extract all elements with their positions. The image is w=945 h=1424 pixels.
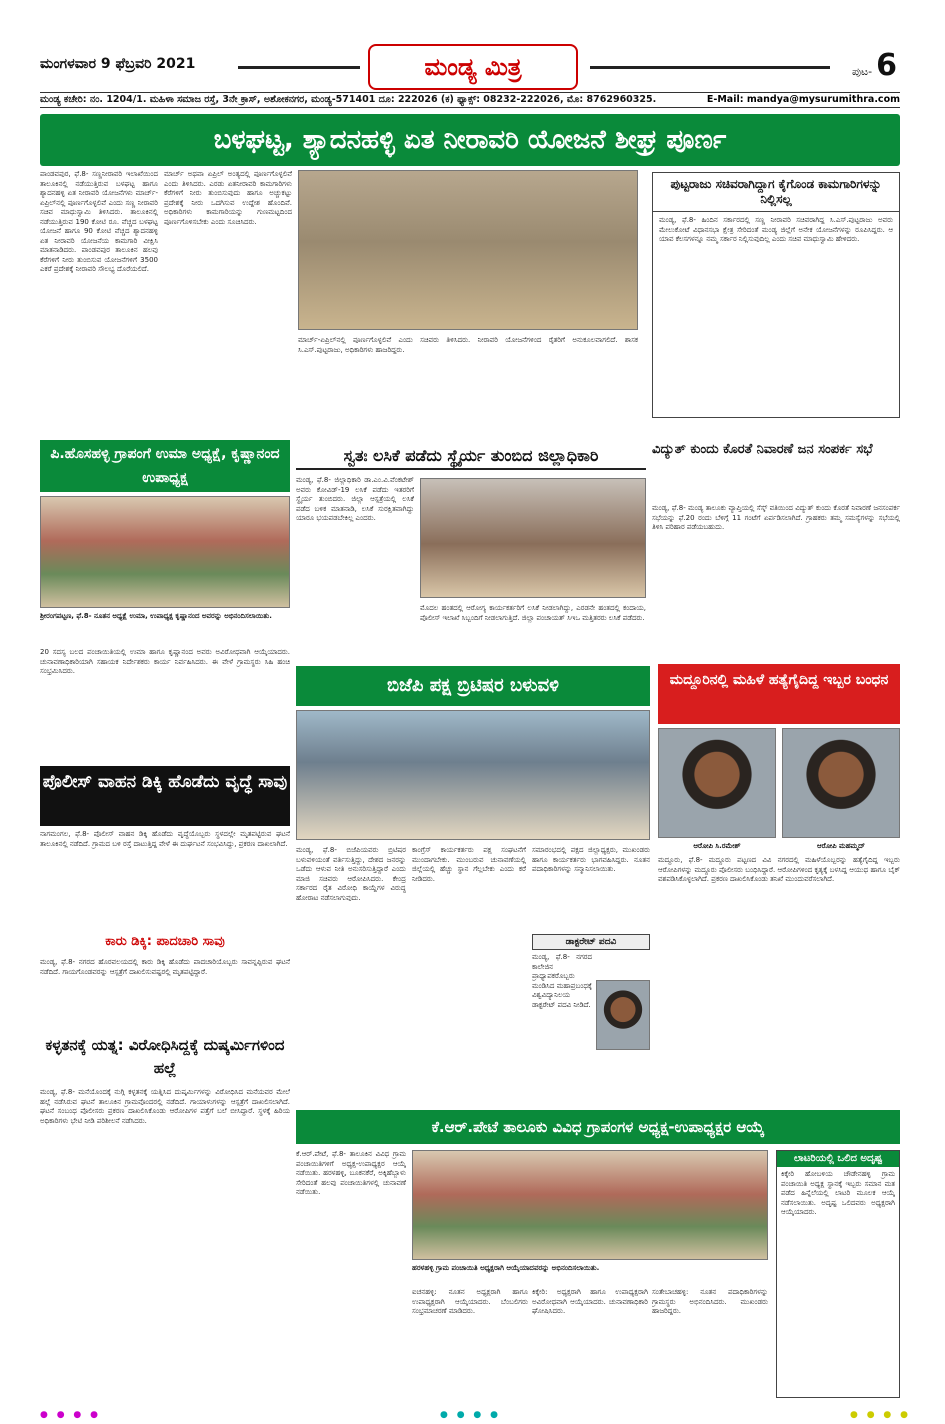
page-label: ಪುಟ- — [852, 65, 873, 78]
lottery-body: ಕಿಕ್ಕೇರಿ ಹೋಬಳಿಯ ಚೌಡೇನಹಳ್ಳಿ ಗ್ರಾಮ ಪಂಚಾಯಿತಿ ಅಧ್ಯಕ್ಷ ಸ್ಥಾನಕ್ಕೆ ಇಬ್ಬರು ಸಮಾನ ಮತ ಪಡೆದ ಹಿನ್ನೆಲೆಯಲ್ಲಿ ಲಾಟರಿ ಮೂಲಕ ಆಯ್ಕೆ ನಡೆಸಲಾಯಿತು. ಅದೃಷ್ಟ ಒಲಿದವರು ಅಧ್ಯಕ್ಷರಾಗಿ ಆಯ್ಕೆಯಾದರು. — [781, 1170, 895, 1216]
masthead-rule-left — [238, 66, 360, 69]
car-body: ಮಂಡ್ಯ, ಫೆ.8- ನಗರದ ಹೊರವಲಯದಲ್ಲಿ ಕಾರು ಡಿಕ್ಕಿ ಹೊಡೆದು ಪಾದಚಾರಿಯೊಬ್ಬರು ಸಾವನ್ನಪ್ಪಿರುವ ಘಟನೆ ನಡೆದಿದೆ. ಗಾಯಗೊಂಡವರನ್ನು ಆಸ್ಪತ್ರೆಗೆ ದಾಖಲಿಸುವಷ್ಟರಲ್ಲಿ ಮೃತಪಟ್ಟಿದ್ದಾರೆ. — [40, 958, 290, 976]
krpet-caption: ಹರಳಹಳ್ಳಿ ಗ್ರಾಮ ಪಂಚಾಯಿತಿ ಅಧ್ಯಕ್ಷರಾಗಿ ಆಯ್ಕೆಯಾದವರನ್ನು ಅಭಿನಂದಿಸಲಾಯಿತು. — [412, 1264, 600, 1272]
theft-body: ಮಂಡ್ಯ, ಫೆ.8- ಮನೆಯೊಂದಕ್ಕೆ ನುಗ್ಗಿ ಕಳ್ಳತನಕ್ಕೆ ಯತ್ನಿಸಿದ ದುಷ್ಕರ್ಮಿಗಳನ್ನು ವಿರೋಧಿಸಿದ ಮನೆಯವರ ಮೇಲೆ ಹಲ್ಲೆ ನಡೆಸಿರುವ ಘಟನೆ ತಾಲೂಕಿನ ಗ್ರಾಮವೊಂದರಲ್ಲಿ ನಡೆದಿದೆ. ಗಾಯಾಳುಗಳನ್ನು ಆಸ್ಪತ್ರೆಗೆ ದಾಖಲಿಸಲಾಗಿದೆ. ಘಟನೆ ಸಂಬಂಧ ಪೊಲೀಸರು ಪ್ರಕರಣ ದಾಖಲಿಸಿಕೊಂಡು ಆರೋಪಿಗಳ ಪತ್ತೆಗೆ ಬಲೆ ಬೀಸಿದ್ದಾರೆ. ಸ್ಥಳಕ್ಕೆ ಹಿರಿಯ ಅಧಿಕಾರಿಗಳು ಭೇಟಿ ನೀಡಿ ಪರಿಶೀಲನೆ ನಡೆಸಿದರು. — [40, 1088, 290, 1125]
vaccine-body-left: ಮಂಡ್ಯ, ಫೆ.8- ಜಿಲ್ಲಾಧಿಕಾರಿ ಡಾ.ಎಂ.ವಿ.ವೆಂಕಟೇಶ್ ಅವರು ಕೋವಿಡ್-19 ಲಸಿಕೆ ಪಡೆದು ಇತರರಿಗೆ ಸ್ಥೈರ್ಯ ತುಂಬಿದರು. ಜಿಲ್ಲಾ ಆಸ್ಪತ್ರೆಯಲ್ಲಿ ಲಸಿಕೆ ಪಡೆದ ಬಳಿಕ ಮಾತನಾಡಿ, ಲಸಿಕೆ ಸುರಕ್ಷಿತವಾಗಿದ್ದು ಯಾರೂ ಭಯಪಡಬೇಕಿಲ್ಲ ಎಂದರು. — [296, 476, 414, 522]
bjp-body-a: ಮಂಡ್ಯ, ಫೆ.8- ಬಿಜೆಪಿಯವರು ಬ್ರಿಟಿಷರ ಬಳುವಳಿಯಂತೆ ವರ್ತಿಸುತ್ತಿದ್ದು, ದೇಶದ ಜನರನ್ನು ಒಡೆದು ಆಳುವ ನೀತಿ ಅನುಸರಿಸುತ್ತಿದ್ದಾರೆ ಎಂದು ಮಾಜಿ ಸಚಿವರು ಆರೋಪಿಸಿದರು. ಕೇಂದ್ರ ಸರ್ಕಾರದ ರೈತ ವಿರೋಧಿ ಕಾಯ್ದೆಗಳ ವಿರುದ್ಧ ಹೋರಾಟ ನಡೆಸಲಾಗುವುದು. — [296, 846, 406, 902]
page-number-value: 6 — [876, 48, 897, 83]
doctorate-body: ಮಂಡ್ಯ, ಫೆ.8- ನಗರದ ಕಾಲೇಜಿನ ಪ್ರಾಧ್ಯಾಪಕರೊಬ್ಬರು ಮಂಡಿಸಿದ ಮಹಾಪ್ರಬಂಧಕ್ಕೆ ವಿಶ್ವವಿದ್ಯಾನಿಲಯ ಡಾಕ್ಟರೇಟ್ ಪದವಿ ನೀಡಿದೆ. — [532, 953, 592, 1009]
office-address-bar — [40, 92, 900, 108]
doctorate-label: ಡಾಕ್ಟರೇಟ್ ಪದವಿ — [532, 934, 650, 950]
lottery-box — [776, 1150, 900, 1398]
office-email: E-Mail: mandya@mysurumithra.com — [706, 94, 900, 105]
lottery-headline: ಲಾಟರಿಯಲ್ಲಿ ಒಲಿದ ಅದೃಷ್ಟ — [777, 1151, 899, 1167]
print-registration-dots-right: ● ● ● ● — [850, 1410, 911, 1420]
newspaper-logo: ಮಂಡ್ಯ ಮಿತ್ರ — [368, 44, 578, 90]
gram-body: 20 ಸದಸ್ಯ ಬಲದ ಪಂಚಾಯಿತಿಯಲ್ಲಿ ಉಮಾ ಹಾಗೂ ಕೃಷ್ಣಾನಂದ ಅವರು ಅವಿರೋಧವಾಗಿ ಆಯ್ಕೆಯಾದರು. ಚುನಾವಣಾಧಿಕಾರಿಯಾಗಿ ಸಹಾಯಕ ನಿರ್ದೇಶಕರು ಕಾರ್ಯ ನಿರ್ವಹಿಸಿದರು. ಈ ವೇಳೆ ಗ್ರಾಮಸ್ಥರು ಸಿಹಿ ಹಂಚಿ ಸಂಭ್ರಮಿಸಿದರು. — [40, 648, 290, 675]
bjp-headline: ಬಿಜೆಪಿ ಪಕ್ಷ ಬ್ರಿಟಿಷರ ಬಳುವಳಿ — [296, 666, 650, 706]
puttaraju-body: ಮಂಡ್ಯ, ಫೆ.8- ಹಿಂದಿನ ಸರ್ಕಾರದಲ್ಲಿ ಸಣ್ಣ ನೀರಾವರಿ ಸಚಿವರಾಗಿದ್ದ ಸಿ.ಎಸ್.ಪುಟ್ಟರಾಜು ಅವರು ಮೇಲುಕೋಟೆ ವಿಧಾನಸಭಾ ಕ್ಷೇತ್ರ ಸೇರಿದಂತೆ ಮಂಡ್ಯ ಜಿಲ್ಲೆಗೆ ಅನೇಕ ಯೋಜನೆಗಳನ್ನು ರೂಪಿಸಿದ್ದರು. ಆ ಯಾವ ಕೆಲಸಗಳನ್ನೂ ನಮ್ಮ ಸರ್ಕಾರ ನಿಲ್ಲಿಸುವುದಿಲ್ಲ ಎಂದು ಸಚಿವ ಮಾಧುಸ್ವಾಮಿ ಹೇಳಿದರು. — [659, 216, 893, 243]
accused-caption-right: ಆರೋಪಿ ಮಹಮ್ಮದ್ — [817, 842, 865, 850]
doctorate-box — [532, 934, 650, 1104]
accused-photo-left — [658, 728, 776, 838]
electric-headline: ವಿದ್ಯುತ್ ಕುಂದು ಕೊರತೆ ನಿವಾರಣೆ ಜನ ಸಂಪರ್ಕ ಸಭೆ — [652, 442, 873, 457]
police-body: ನಾಗಮಂಗಲ, ಫೆ.8- ಪೊಲೀಸ್ ವಾಹನ ಡಿಕ್ಕಿ ಹೊಡೆದು ವೃದ್ಧೆಯೊಬ್ಬರು ಸ್ಥಳದಲ್ಲೇ ಮೃತಪಟ್ಟಿರುವ ಘಟನೆ ತಾಲೂಕಿನಲ್ಲಿ ನಡೆದಿದೆ. ಗ್ರಾಮದ ಬಳಿ ರಸ್ತೆ ದಾಟುತ್ತಿದ್ದ ವೇಳೆ ಈ ದುರ್ಘಟನೆ ಸಂಭವಿಸಿದ್ದು, ಪ್ರಕರಣ ದಾಖಲಾಗಿದೆ. — [40, 830, 290, 848]
vaccine-body-right: ಮೊದಲ ಹಂತದಲ್ಲಿ ಆರೋಗ್ಯ ಕಾರ್ಯಕರ್ತರಿಗೆ ಲಸಿಕೆ ನೀಡಲಾಗಿದ್ದು, ಎರಡನೇ ಹಂತದಲ್ಲಿ ಕಂದಾಯ, ಪೊಲೀಸ್ ಇಲಾಖೆ ಸಿಬ್ಬಂದಿಗೆ ನೀಡಲಾಗುತ್ತಿದೆ. ಜಿಲ್ಲಾ ಪಂಚಾಯತ್ ಸಿಇಒ ಮತ್ತಿತರರು ಲಸಿಕೆ ಪಡೆದರು. — [420, 604, 646, 622]
print-registration-dots-left: ● ● ● ● — [40, 1410, 101, 1420]
lead-body-right: ಮಾರ್ಚ್-ಏಪ್ರಿಲ್‌ನಲ್ಲಿ ಪೂರ್ಣಗೊಳ್ಳಲಿವೆ ಎಂದು ಸಚಿವರು ತಿಳಿಸಿದರು. ನೀರಾವರಿ ಯೋಜನೆಗಳಿಂದ ರೈತರಿಗೆ ಅನುಕೂಲವಾಗಲಿದೆ. ಶಾಸಕ ಸಿ.ಎಸ್.ಪುಟ್ಟರಾಜು, ಅಧಿಕಾರಿಗಳು ಹಾಜರಿದ್ದರು. — [298, 336, 638, 354]
issue-date: ಮಂಗಳವಾರ 9 ಫೆಬ್ರವರಿ 2021 — [40, 56, 196, 72]
bjp-photo — [296, 710, 650, 840]
accused-photo-right — [782, 728, 900, 838]
murder-headline: ಮದ್ದೂರಿನಲ್ಲಿ ಮಹಿಳೆ ಹತ್ಯೆಗೈದಿದ್ದ ಇಬ್ಬರ ಬಂಧನ — [658, 664, 900, 724]
gram-photo — [40, 496, 290, 608]
bjp-body-c: ಸಮಾರಂಭದಲ್ಲಿ ಪಕ್ಷದ ಜಿಲ್ಲಾಧ್ಯಕ್ಷರು, ಮುಖಂಡರು ಹಾಗೂ ಕಾರ್ಯಕರ್ತರು ಭಾಗವಹಿಸಿದ್ದರು. ನೂತನ ಪದಾಧಿಕಾರಿಗಳನ್ನು ಸನ್ಮಾನಿಸಲಾಯಿತು. — [532, 846, 650, 873]
masthead-rule-right — [590, 66, 830, 69]
accused-caption-left: ಆರೋಪಿ ಸಿ.ರಮೇಶ್ — [693, 842, 741, 850]
vaccine-headline: ಸ್ವತಃ ಲಸಿಕೆ ಪಡೆದು ಸ್ಥೈರ್ಯ ತುಂಬಿದ ಜಿಲ್ಲಾಧಿಕಾರಿ — [296, 442, 646, 470]
police-headline: ಪೊಲೀಸ್ ವಾಹನ ಡಿಕ್ಕಿ ಹೊಡೆದು ವೃದ್ಧೆ ಸಾವು — [40, 766, 290, 826]
electric-body: ಮಂಡ್ಯ, ಫೆ.8- ಮಂಡ್ಯ ತಾಲೂಕು ವ್ಯಾಪ್ತಿಯಲ್ಲಿ ಸೆಸ್ಕ್ ವತಿಯಿಂದ ವಿದ್ಯುತ್ ಕುಂದು ಕೊರತೆ ನಿವಾರಣೆ ಜನಸಂಪರ್ಕ ಸಭೆಯನ್ನು ಫೆ.20 ರಂದು ಬೆಳಿಗ್ಗೆ 11 ಗಂಟೆಗೆ ಏರ್ಪಡಿಸಲಾಗಿದೆ. ಗ್ರಾಹಕರು ತಮ್ಮ ಸಮಸ್ಯೆಗಳನ್ನು ಸಭೆಯಲ್ಲಿ ತಿಳಿಸಿ ಪರಿಹಾರ ಪಡೆಯಬಹುದು. — [652, 504, 900, 531]
gram-caption: ಶ್ರೀರಂಗಪಟ್ಟಣ, ಫೆ.8- ನೂತನ ಅಧ್ಯಕ್ಷೆ ಉಮಾ, ಉಪಾಧ್ಯಕ್ಷ ಕೃಷ್ಣಾನಂದ ಅವರನ್ನು ಅಭಿನಂದಿಸಲಾಯಿತು. — [40, 612, 272, 620]
krpet-headline: ಕೆ.ಆರ್.ಪೇಟೆ ತಾಲೂಕು ವಿವಿಧ ಗ್ರಾಪಂಗಳ ಅಧ್ಯಕ್ಷ-ಉಪಾಧ್ಯಕ್ಷರ ಆಯ್ಕೆ — [296, 1110, 900, 1144]
krpet-photo — [412, 1150, 768, 1260]
krpet-body-a: ಐಚನಹಳ್ಳಿ: ನೂತನ ಅಧ್ಯಕ್ಷರಾಗಿ ಹಾಗೂ ಉಪಾಧ್ಯಕ್ಷರಾಗಿ ಆಯ್ಕೆಯಾದರು. ಬೆಂಬಲಿಗರು ಸಂಭ್ರಮಾಚರಣೆ ಮಾಡಿದರು. — [412, 1288, 528, 1315]
murder-body: ಮದ್ದೂರು, ಫೆ.8- ಮದ್ದೂರು ಪಟ್ಟಣದ ವಿವಿ ನಗರದಲ್ಲಿ ಮಹಿಳೆಯೊಬ್ಬರನ್ನು ಹತ್ಯೆಗೈದಿದ್ದ ಇಬ್ಬರು ಆರೋಪಿಗಳನ್ನು ಮದ್ದೂರು ಪೊಲೀಸರು ಬಂಧಿಸಿದ್ದಾರೆ. ಆರೋಪಿಗಳಿಂದ ಕೃತ್ಯಕ್ಕೆ ಬಳಸಿದ್ದ ಆಯುಧ ಹಾಗೂ ಬೈಕ್ ವಶಪಡಿಸಿಕೊಳ್ಳಲಾಗಿದೆ. ಪ್ರಕರಣ ದಾಖಲಿಸಿಕೊಂಡು ತನಿಖೆ ಮುಂದುವರೆಸಲಾಗಿದೆ. — [658, 856, 900, 883]
theft-headline: ಕಳ್ಳತನಕ್ಕೆ ಯತ್ನ: ವಿರೋಧಿಸಿದ್ದಕ್ಕೆ ದುಷ್ಕರ್ಮಿಗಳಿಂದ ಹಲ್ಲೆ — [45, 1036, 285, 1077]
doctorate-photo — [596, 980, 650, 1050]
car-headline: ಕಾರು ಡಿಕ್ಕಿ: ಪಾದಚಾರಿ ಸಾವು — [105, 934, 225, 949]
print-registration-dots-center: ● ● ● ● — [440, 1410, 501, 1420]
gram-headline: ಪಿ.ಹೊಸಹಳ್ಳಿ ಗ್ರಾಪಂಗೆ ಉಮಾ ಅಧ್ಯಕ್ಷೆ, ಕೃಷ್ಣಾನಂದ ಉಪಾಧ್ಯಕ್ಷ — [40, 440, 290, 492]
bjp-body-b: ಕಾಂಗ್ರೆಸ್ ಕಾರ್ಯಕರ್ತರು ಪಕ್ಷ ಸಂಘಟನೆಗೆ ಮುಂದಾಗಬೇಕು. ಮುಂಬರುವ ಚುನಾವಣೆಯಲ್ಲಿ ಜಿಲ್ಲೆಯಲ್ಲಿ ಹೆಚ್ಚು ಸ್ಥಾನ ಗೆಲ್ಲಬೇಕು ಎಂದು ಕರೆ ನೀಡಿದರು. — [412, 846, 526, 883]
krpet-body-b: ಕಿಕ್ಕೇರಿ: ಅಧ್ಯಕ್ಷರಾಗಿ ಹಾಗೂ ಉಪಾಧ್ಯಕ್ಷರಾಗಿ ಅವಿರೋಧವಾಗಿ ಆಯ್ಕೆಯಾದರು. ಚುನಾವಣಾಧಿಕಾರಿ ಘೋಷಿಸಿದರು. — [532, 1288, 648, 1315]
lead-headline: ಬಳಘಟ್ಟ, ಶ್ಯಾದನಹಳ್ಳಿ ಏತ ನೀರಾವರಿ ಯೋಜನೆ ಶೀಘ್ರ ಪೂರ್ಣ — [40, 114, 900, 166]
vaccine-photo — [420, 478, 646, 598]
lead-body-mid: ಮಾರ್ಚ್ ಅಥವಾ ಏಪ್ರಿಲ್ ಅಂತ್ಯದಲ್ಲಿ ಪೂರ್ಣಗೊಳ್ಳಲಿವೆ ಎಂದು ತಿಳಿಸಿದರು. ಎರಡು ಏತನೀರಾವರಿ ಕಾಮಗಾರಿಗಳು ಕೆರೆಗಳಿಗೆ ನೀರು ತುಂಬಿಸುವುದು ಹಾಗೂ ಅಚ್ಚುಕಟ್ಟು ಪ್ರದೇಶಕ್ಕೆ ನೀರು ಒದಗಿಸುವ ಉದ್ದೇಶ ಹೊಂದಿವೆ. ಅಧಿಕಾರಿಗಳು ಕಾಮಗಾರಿಯನ್ನು ಗುಣಮಟ್ಟದಿಂದ ಪೂರ್ಣಗೊಳಿಸಬೇಕು ಎಂದು ಸೂಚಿಸಿದರು. — [164, 170, 292, 226]
lead-photo — [298, 170, 638, 330]
puttaraju-box — [652, 172, 900, 418]
puttaraju-headline: ಪುಟ್ಟರಾಜು ಸಚಿವರಾಗಿದ್ದಾಗ ಕೈಗೊಂಡ ಕಾಮಗಾರಿಗಳನ್ನು ನಿಲ್ಲಿಸಲ್ಲ — [653, 173, 899, 212]
lead-body-left: ಪಾಂಡವಪುರ, ಫೆ.8- ಸಣ್ಣನೀರಾವರಿ ಇಲಾಖೆಯಿಂದ ತಾಲೂಕಿನಲ್ಲಿ ನಡೆಯುತ್ತಿರುವ ಬಳಘಟ್ಟ ಹಾಗೂ ಶ್ಯಾದನಹಳ್ಳಿ ಏತ ನೀರಾವರಿ ಯೋಜನೆಗಳು ಮಾರ್ಚ್-ಏಪ್ರಿಲ್‌ನಲ್ಲಿ ಪೂರ್ಣಗೊಳ್ಳಲಿವೆ ಎಂದು ಸಣ್ಣ ನೀರಾವರಿ ಸಚಿವ ಮಾಧುಸ್ವಾಮಿ ತಿಳಿಸಿದರು. ತಾಲೂಕಿನಲ್ಲಿ ನಡೆಯುತ್ತಿರುವ 190 ಕೋಟಿ ರೂ. ವೆಚ್ಚದ ಬಳಘಟ್ಟ ಯೋಜನೆ ಹಾಗೂ 90 ಕೋಟಿ ವೆಚ್ಚದ ಶ್ಯಾದನಹಳ್ಳಿ ಏತ ನೀರಾವರಿ ಯೋಜನೆಯ ಕಾಮಗಾರಿ ವೀಕ್ಷಿಸಿ ಮಾತನಾಡಿದರು. ಪಾಂಡವಪುರ ತಾಲೂಕಿನ ಹಲವು ಕೆರೆಗಳಿಗೆ ನೀರು ತುಂಬಿಸುವ ಯೋಜನೆಗಳಿಗೆ 3500 ಎಕರೆ ಪ್ರದೇಶಕ್ಕೆ ನೀರಾವರಿ ಸೌಲಭ್ಯ ದೊರೆಯಲಿದೆ. — [40, 170, 158, 273]
krpet-body-left: ಕೆ.ಆರ್.ಪೇಟೆ, ಫೆ.8- ತಾಲೂಕಿನ ವಿವಿಧ ಗ್ರಾಮ ಪಂಚಾಯಿತಿಗಳಿಗೆ ಅಧ್ಯಕ್ಷ-ಉಪಾಧ್ಯಕ್ಷರ ಆಯ್ಕೆ ನಡೆಯಿತು. ಹರಳಹಳ್ಳಿ, ಬೂಕನಕೆರೆ, ಅಕ್ಕಿಹೆಬ್ಬಾಳು ಸೇರಿದಂತೆ ಹಲವು ಪಂಚಾಯಿತಿಗಳಲ್ಲಿ ಚುನಾವಣೆ ನಡೆಯಿತು. — [296, 1150, 406, 1196]
krpet-body-c: ಸಂತೇಬಾಚಹಳ್ಳಿ: ನೂತನ ಪದಾಧಿಕಾರಿಗಳನ್ನು ಗ್ರಾಮಸ್ಥರು ಅಭಿನಂದಿಸಿದರು. ಮುಖಂಡರು ಹಾಜರಿದ್ದರು. — [652, 1288, 768, 1315]
page-number — [852, 48, 897, 83]
office-address: ಮಂಡ್ಯ ಕಚೇರಿ: ನಂ. 1204/1. ಮಹಿಳಾ ಸಮಾಜ ರಸ್ತೆ, 3ನೇ ಕ್ರಾಸ್, ಅಶೋಕನಗರ, ಮಂಡ್ಯ-571401 ದೂ: 222026 (ಕ) ಫ್ಯಾಕ್ಸ್: 08232-222026, ಮೊ: 8762960325. — [40, 94, 657, 105]
